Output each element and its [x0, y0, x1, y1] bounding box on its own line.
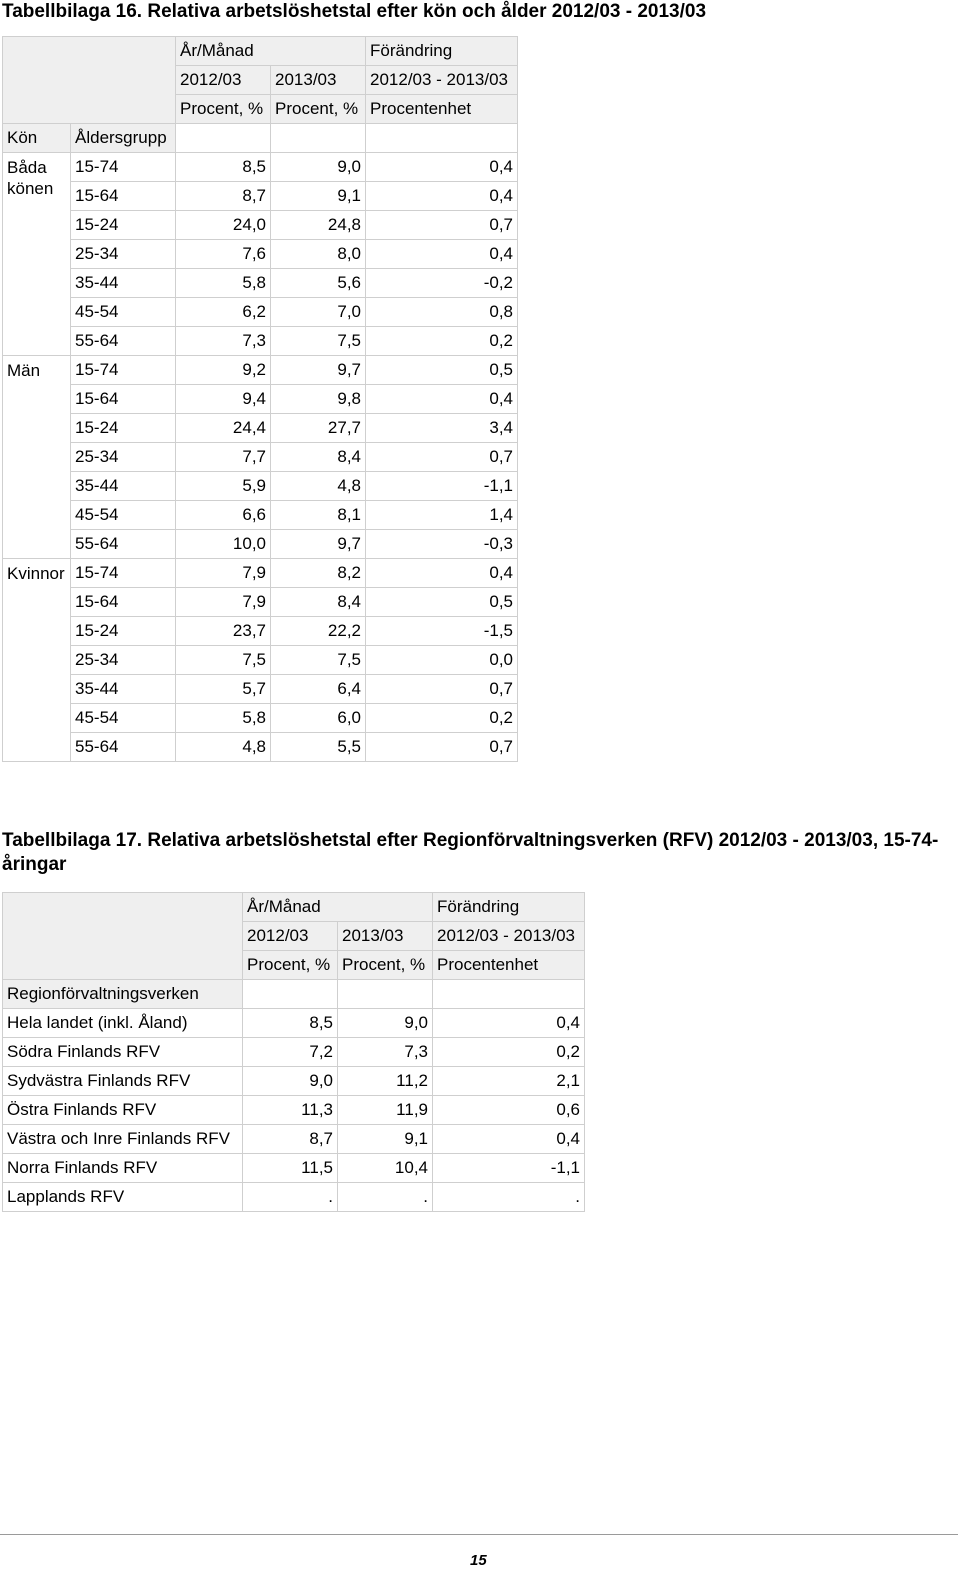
region-name-cell: Sydvästra Finlands RFV [3, 1067, 243, 1096]
age-group-cell: 35-44 [71, 675, 176, 704]
value-2012-03: 5,8 [176, 704, 271, 733]
value-2012-03: 9,2 [176, 356, 271, 385]
value-2013-03: 11,2 [338, 1067, 433, 1096]
value-2012-03: 7,9 [176, 559, 271, 588]
value-2013-03: 5,5 [271, 733, 366, 762]
age-group-cell: 45-54 [71, 501, 176, 530]
table-row [3, 704, 518, 733]
value-2012-03: 8,7 [243, 1125, 338, 1154]
table-row [3, 733, 518, 762]
value-2013-03: 9,7 [271, 530, 366, 559]
change-value: 0,5 [366, 588, 518, 617]
age-group-cell: 15-74 [71, 559, 176, 588]
age-group-cell: 15-64 [71, 588, 176, 617]
change-value: 0,2 [366, 327, 518, 356]
change-value: 0,4 [366, 240, 518, 269]
change-value: . [433, 1183, 585, 1212]
table-row [3, 443, 518, 472]
region-name-cell: Norra Finlands RFV [3, 1154, 243, 1183]
header-age-group: Åldersgrupp [71, 124, 176, 153]
header-change: Förändring [433, 893, 585, 922]
table-row [3, 385, 518, 414]
age-group-cell: 15-74 [71, 356, 176, 385]
change-value: 0,4 [366, 153, 518, 182]
table-row [3, 472, 518, 501]
header-unit-1: Procent, % [243, 951, 338, 980]
header-unit-3: Procentenhet [366, 95, 518, 124]
value-2013-03: 7,5 [271, 646, 366, 675]
value-2013-03: 9,8 [271, 385, 366, 414]
value-2013-03: 10,4 [338, 1154, 433, 1183]
age-group-cell: 55-64 [71, 733, 176, 762]
value-2013-03: 7,0 [271, 298, 366, 327]
value-2013-03: 4,8 [271, 472, 366, 501]
age-group-cell: 35-44 [71, 269, 176, 298]
header-row-dimensions [3, 980, 585, 1009]
header-date-range: 2012/03 - 2013/03 [366, 66, 518, 95]
header-spacer [271, 124, 366, 153]
value-2013-03: 9,1 [338, 1125, 433, 1154]
table-row [3, 298, 518, 327]
table-row [3, 559, 518, 588]
value-2012-03: 9,0 [243, 1067, 338, 1096]
value-2013-03: 6,4 [271, 675, 366, 704]
change-value: 3,4 [366, 414, 518, 443]
change-value: -1,5 [366, 617, 518, 646]
table-row [3, 1096, 585, 1125]
age-group-cell: 45-54 [71, 298, 176, 327]
change-value: -1,1 [366, 472, 518, 501]
value-2012-03: 23,7 [176, 617, 271, 646]
header-date-2: 2013/03 [271, 66, 366, 95]
value-2013-03: 6,0 [271, 704, 366, 733]
table1-title: Tabellbilaga 16. Relativa arbetslöshetstal efter kön och ålder 2012/03 - 2013/03 [2, 1, 707, 22]
header-period: År/Månad [243, 893, 433, 922]
change-value: -0,2 [366, 269, 518, 298]
value-2013-03: 8,4 [271, 443, 366, 472]
header-period: År/Månad [176, 37, 366, 66]
value-2012-03: 7,3 [176, 327, 271, 356]
value-2013-03: 8,2 [271, 559, 366, 588]
table-row [3, 501, 518, 530]
change-value: 0,7 [366, 443, 518, 472]
header-row-period [3, 37, 518, 66]
age-group-cell: 15-24 [71, 414, 176, 443]
region-name-cell: Västra och Inre Finlands RFV [3, 1125, 243, 1154]
table-row [3, 182, 518, 211]
value-2012-03: 7,2 [243, 1038, 338, 1067]
header-unit-2: Procent, % [271, 95, 366, 124]
header-corner [3, 37, 176, 124]
value-2013-03: 8,1 [271, 501, 366, 530]
header-date-range: 2012/03 - 2013/03 [433, 922, 585, 951]
gender-group-label: Båda könen [3, 153, 71, 356]
age-group-cell: 25-34 [71, 240, 176, 269]
value-2013-03: 9,0 [271, 153, 366, 182]
region-name-cell: Hela landet (inkl. Åland) [3, 1009, 243, 1038]
table-row [3, 1125, 585, 1154]
value-2012-03: 9,4 [176, 385, 271, 414]
value-2013-03: 7,3 [338, 1038, 433, 1067]
header-unit-2: Procent, % [338, 951, 433, 980]
header-date-2: 2013/03 [338, 922, 433, 951]
change-value: 0,2 [433, 1038, 585, 1067]
header-date-1: 2012/03 [243, 922, 338, 951]
value-2013-03: 8,4 [271, 588, 366, 617]
value-2012-03: 10,0 [176, 530, 271, 559]
table-row [3, 1009, 585, 1038]
value-2012-03: 4,8 [176, 733, 271, 762]
value-2013-03: 9,0 [338, 1009, 433, 1038]
header-unit-1: Procent, % [176, 95, 271, 124]
value-2012-03: 7,7 [176, 443, 271, 472]
age-group-cell: 45-54 [71, 704, 176, 733]
age-group-cell: 15-24 [71, 617, 176, 646]
value-2012-03: 6,2 [176, 298, 271, 327]
change-value: 0,7 [366, 733, 518, 762]
header-row-period [3, 893, 585, 922]
region-name-cell: Östra Finlands RFV [3, 1096, 243, 1125]
table2-title: Tabellbilaga 17. Relativa arbetslöshetstal efter Regionförvaltningsverken (RFV) 2012/03 - 2013/03, 15-74-åringar [2, 830, 939, 875]
value-2012-03: . [243, 1183, 338, 1212]
age-group-cell: 25-34 [71, 443, 176, 472]
table-row [3, 269, 518, 298]
gender-group-label: Män [3, 356, 71, 559]
table-row [3, 675, 518, 704]
header-gender: Kön [3, 124, 71, 153]
change-value: 0,0 [366, 646, 518, 675]
change-value: 1,4 [366, 501, 518, 530]
change-value: 0,4 [433, 1009, 585, 1038]
header-change: Förändring [366, 37, 518, 66]
change-value: 0,4 [366, 385, 518, 414]
value-2012-03: 6,6 [176, 501, 271, 530]
age-group-cell: 35-44 [71, 472, 176, 501]
header-date-1: 2012/03 [176, 66, 271, 95]
change-value: 2,1 [433, 1067, 585, 1096]
header-row-dimensions [3, 124, 518, 153]
change-value: 0,6 [433, 1096, 585, 1125]
value-2012-03: 5,9 [176, 472, 271, 501]
age-group-cell: 15-64 [71, 385, 176, 414]
age-group-cell: 15-74 [71, 153, 176, 182]
region-name-cell: Lapplands RFV [3, 1183, 243, 1212]
age-group-cell: 25-34 [71, 646, 176, 675]
value-2012-03: 11,3 [243, 1096, 338, 1125]
change-value: -0,3 [366, 530, 518, 559]
value-2012-03: 5,7 [176, 675, 271, 704]
value-2012-03: 5,8 [176, 269, 271, 298]
header-spacer [433, 980, 585, 1009]
header-spacer [338, 980, 433, 1009]
header-unit-3: Procentenhet [433, 951, 585, 980]
value-2012-03: 7,9 [176, 588, 271, 617]
change-value: 0,2 [366, 704, 518, 733]
table-row [3, 414, 518, 443]
value-2013-03: 22,2 [271, 617, 366, 646]
page-number: 15 [470, 1552, 487, 1569]
table-row [3, 1038, 585, 1067]
header-region: Regionförvaltningsverken [3, 980, 243, 1009]
age-group-cell: 15-24 [71, 211, 176, 240]
change-value: 0,4 [366, 559, 518, 588]
value-2012-03: 24,0 [176, 211, 271, 240]
unemployment-by-region-table [2, 892, 585, 1212]
header-spacer [366, 124, 518, 153]
unemployment-by-gender-age-table [2, 36, 518, 762]
change-value: 0,4 [433, 1125, 585, 1154]
header-spacer [243, 980, 338, 1009]
value-2013-03: 9,7 [271, 356, 366, 385]
table-row [3, 211, 518, 240]
change-value: 0,4 [366, 182, 518, 211]
table-row [3, 1183, 585, 1212]
value-2013-03: 11,9 [338, 1096, 433, 1125]
value-2013-03: 5,6 [271, 269, 366, 298]
change-value: 0,8 [366, 298, 518, 327]
header-corner [3, 893, 243, 980]
change-value: 0,7 [366, 675, 518, 704]
age-group-cell: 15-64 [71, 182, 176, 211]
table-row [3, 1067, 585, 1096]
table-row [3, 530, 518, 559]
table-row [3, 617, 518, 646]
value-2012-03: 24,4 [176, 414, 271, 443]
table-row [3, 1154, 585, 1183]
header-spacer [176, 124, 271, 153]
value-2013-03: . [338, 1183, 433, 1212]
value-2013-03: 27,7 [271, 414, 366, 443]
value-2013-03: 24,8 [271, 211, 366, 240]
value-2013-03: 9,1 [271, 182, 366, 211]
age-group-cell: 55-64 [71, 327, 176, 356]
table-row [3, 153, 518, 182]
value-2012-03: 7,5 [176, 646, 271, 675]
value-2013-03: 8,0 [271, 240, 366, 269]
table-row [3, 588, 518, 617]
value-2012-03: 11,5 [243, 1154, 338, 1183]
change-value: 0,5 [366, 356, 518, 385]
table-row [3, 327, 518, 356]
gender-group-label: Kvinnor [3, 559, 71, 762]
footer-divider [0, 1534, 958, 1535]
value-2012-03: 8,5 [176, 153, 271, 182]
table-row [3, 646, 518, 675]
table-row [3, 356, 518, 385]
value-2013-03: 7,5 [271, 327, 366, 356]
value-2012-03: 8,5 [243, 1009, 338, 1038]
value-2012-03: 7,6 [176, 240, 271, 269]
change-value: -1,1 [433, 1154, 585, 1183]
age-group-cell: 55-64 [71, 530, 176, 559]
value-2012-03: 8,7 [176, 182, 271, 211]
change-value: 0,7 [366, 211, 518, 240]
region-name-cell: Södra Finlands RFV [3, 1038, 243, 1067]
table-row [3, 240, 518, 269]
